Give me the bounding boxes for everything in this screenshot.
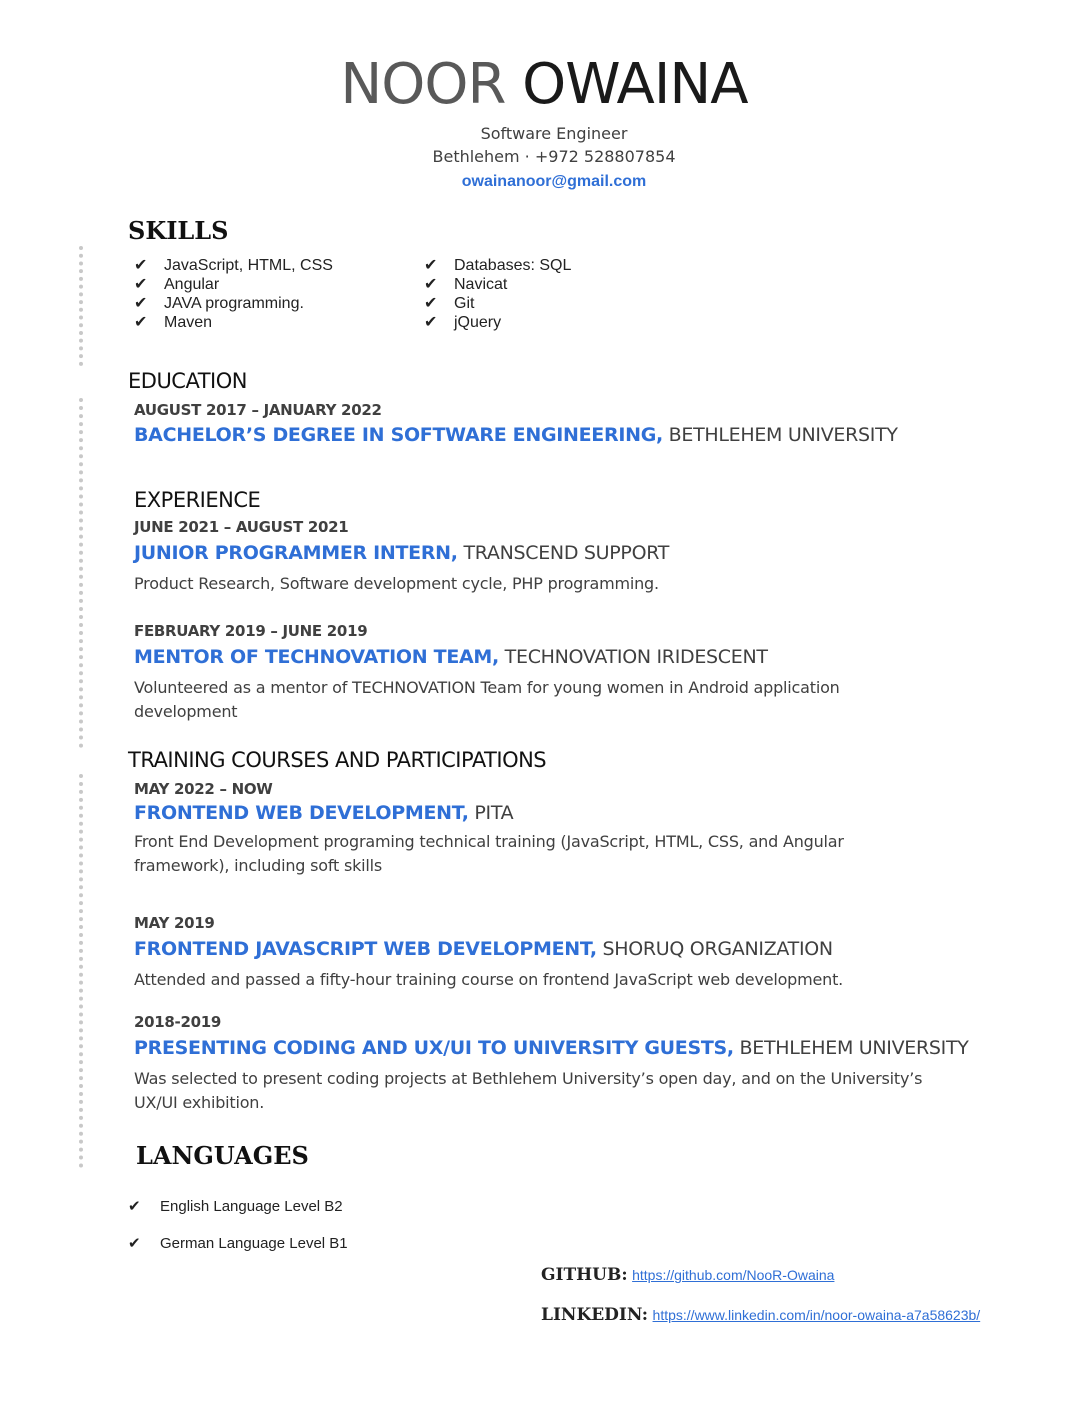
experience-date: JUNE 2021 – AUGUST 2021 (134, 518, 349, 536)
github-line (541, 1265, 834, 1285)
job-title: Software Engineer (480, 124, 628, 143)
training-role: FRONTEND JAVASCRIPT WEB DEVELOPMENT, SHORUQ ORGANIZATION (134, 938, 833, 960)
training-description: Attended and passed a fifty-hour training course on frontend JavaScript web development. (134, 970, 844, 989)
education-heading: EDUCATION (128, 369, 247, 393)
skill-item: ✔ Angular (134, 276, 220, 293)
experience-role: JUNIOR PROGRAMMER INTERN, TRANSCEND SUPPORT (134, 542, 670, 564)
skill-item: ✔ JAVA programming. (134, 295, 304, 312)
linkedin-label: LINKEDIN: (541, 1305, 649, 1325)
experience-description: Volunteered as a mentor of TECHNOVATION Team for young women in Android application development (134, 678, 840, 721)
skills-left-column (134, 256, 333, 332)
check-icon: ✔ (128, 1235, 141, 1252)
training-description: Was selected to present coding projects at Bethlehem University’s open day, and on the University’s UX/UI exhibition. (134, 1069, 923, 1112)
skill-item: ✔ JavaScript, HTML, CSS (134, 257, 333, 274)
check-icon: ✔ (134, 295, 148, 312)
last-name: OWAINA (522, 52, 748, 117)
skill-item: ✔ Git (424, 295, 475, 312)
skill-item: ✔ Maven (134, 314, 213, 331)
location-phone: Bethlehem · +972 528807854 (432, 147, 676, 166)
check-icon: ✔ (424, 276, 438, 293)
linkedin-link[interactable]: https://www.linkedin.com/in/noor-owaina-a7a58623b/ (652, 1307, 981, 1323)
left-dotted-rule-3 (79, 774, 87, 1168)
check-icon: ✔ (128, 1198, 141, 1215)
language-item: ✔ English Language Level B2 (128, 1198, 343, 1215)
training-heading: TRAINING COURSES AND PARTICIPATIONS (128, 748, 547, 772)
experience-description: Product Research, Software development cycle, PHP programming. (134, 574, 659, 593)
skill-item: ✔ Navicat (424, 276, 508, 293)
training-date: 2018-2019 (134, 1013, 222, 1031)
language-item: ✔ German Language Level B1 (128, 1235, 348, 1252)
education-degree: BACHELOR’S DEGREE IN SOFTWARE ENGINEERING, BETHLEHEM UNIVERSITY (134, 424, 898, 446)
candidate-name (0, 52, 1088, 117)
languages-heading: LANGUAGES (136, 1141, 309, 1170)
training-date: MAY 2022 – NOW (134, 780, 273, 798)
education-date: AUGUST 2017 – JANUARY 2022 (134, 401, 382, 419)
first-name: NOOR (340, 52, 506, 117)
skills-right-column (424, 256, 571, 332)
skills-heading: SKILLS (128, 216, 229, 245)
check-icon: ✔ (424, 314, 438, 331)
check-icon: ✔ (134, 257, 148, 274)
training-description: Front End Development programing technical training (JavaScript, HTML, CSS, and Angular framework), including soft skills (134, 832, 844, 875)
left-dotted-rule-2 (79, 398, 87, 748)
training-role: FRONTEND WEB DEVELOPMENT, PITA (134, 802, 514, 824)
skill-item: ✔ jQuery (424, 314, 502, 331)
check-icon: ✔ (134, 314, 148, 331)
skill-item: ✔ Databases: SQL (424, 257, 572, 274)
check-icon: ✔ (424, 295, 438, 312)
check-icon: ✔ (424, 257, 438, 274)
github-label: GITHUB: (541, 1265, 628, 1285)
experience-heading: EXPERIENCE (134, 488, 261, 512)
training-date: MAY 2019 (134, 914, 215, 932)
left-dotted-rule-1 (79, 246, 87, 366)
check-icon: ✔ (134, 276, 148, 293)
training-role: PRESENTING CODING AND UX/UI TO UNIVERSITY GUESTS, BETHLEHEM UNIVERSITY (134, 1037, 969, 1059)
email-link[interactable]: owainanoor@gmail.com (461, 173, 647, 190)
experience-role: MENTOR OF TECHNOVATION TEAM, TECHNOVATION IRIDESCENT (134, 646, 768, 668)
github-link[interactable]: https://github.com/NooR-Owaina (632, 1267, 835, 1283)
experience-date: FEBRUARY 2019 – JUNE 2019 (134, 622, 368, 640)
linkedin-line (541, 1305, 980, 1325)
